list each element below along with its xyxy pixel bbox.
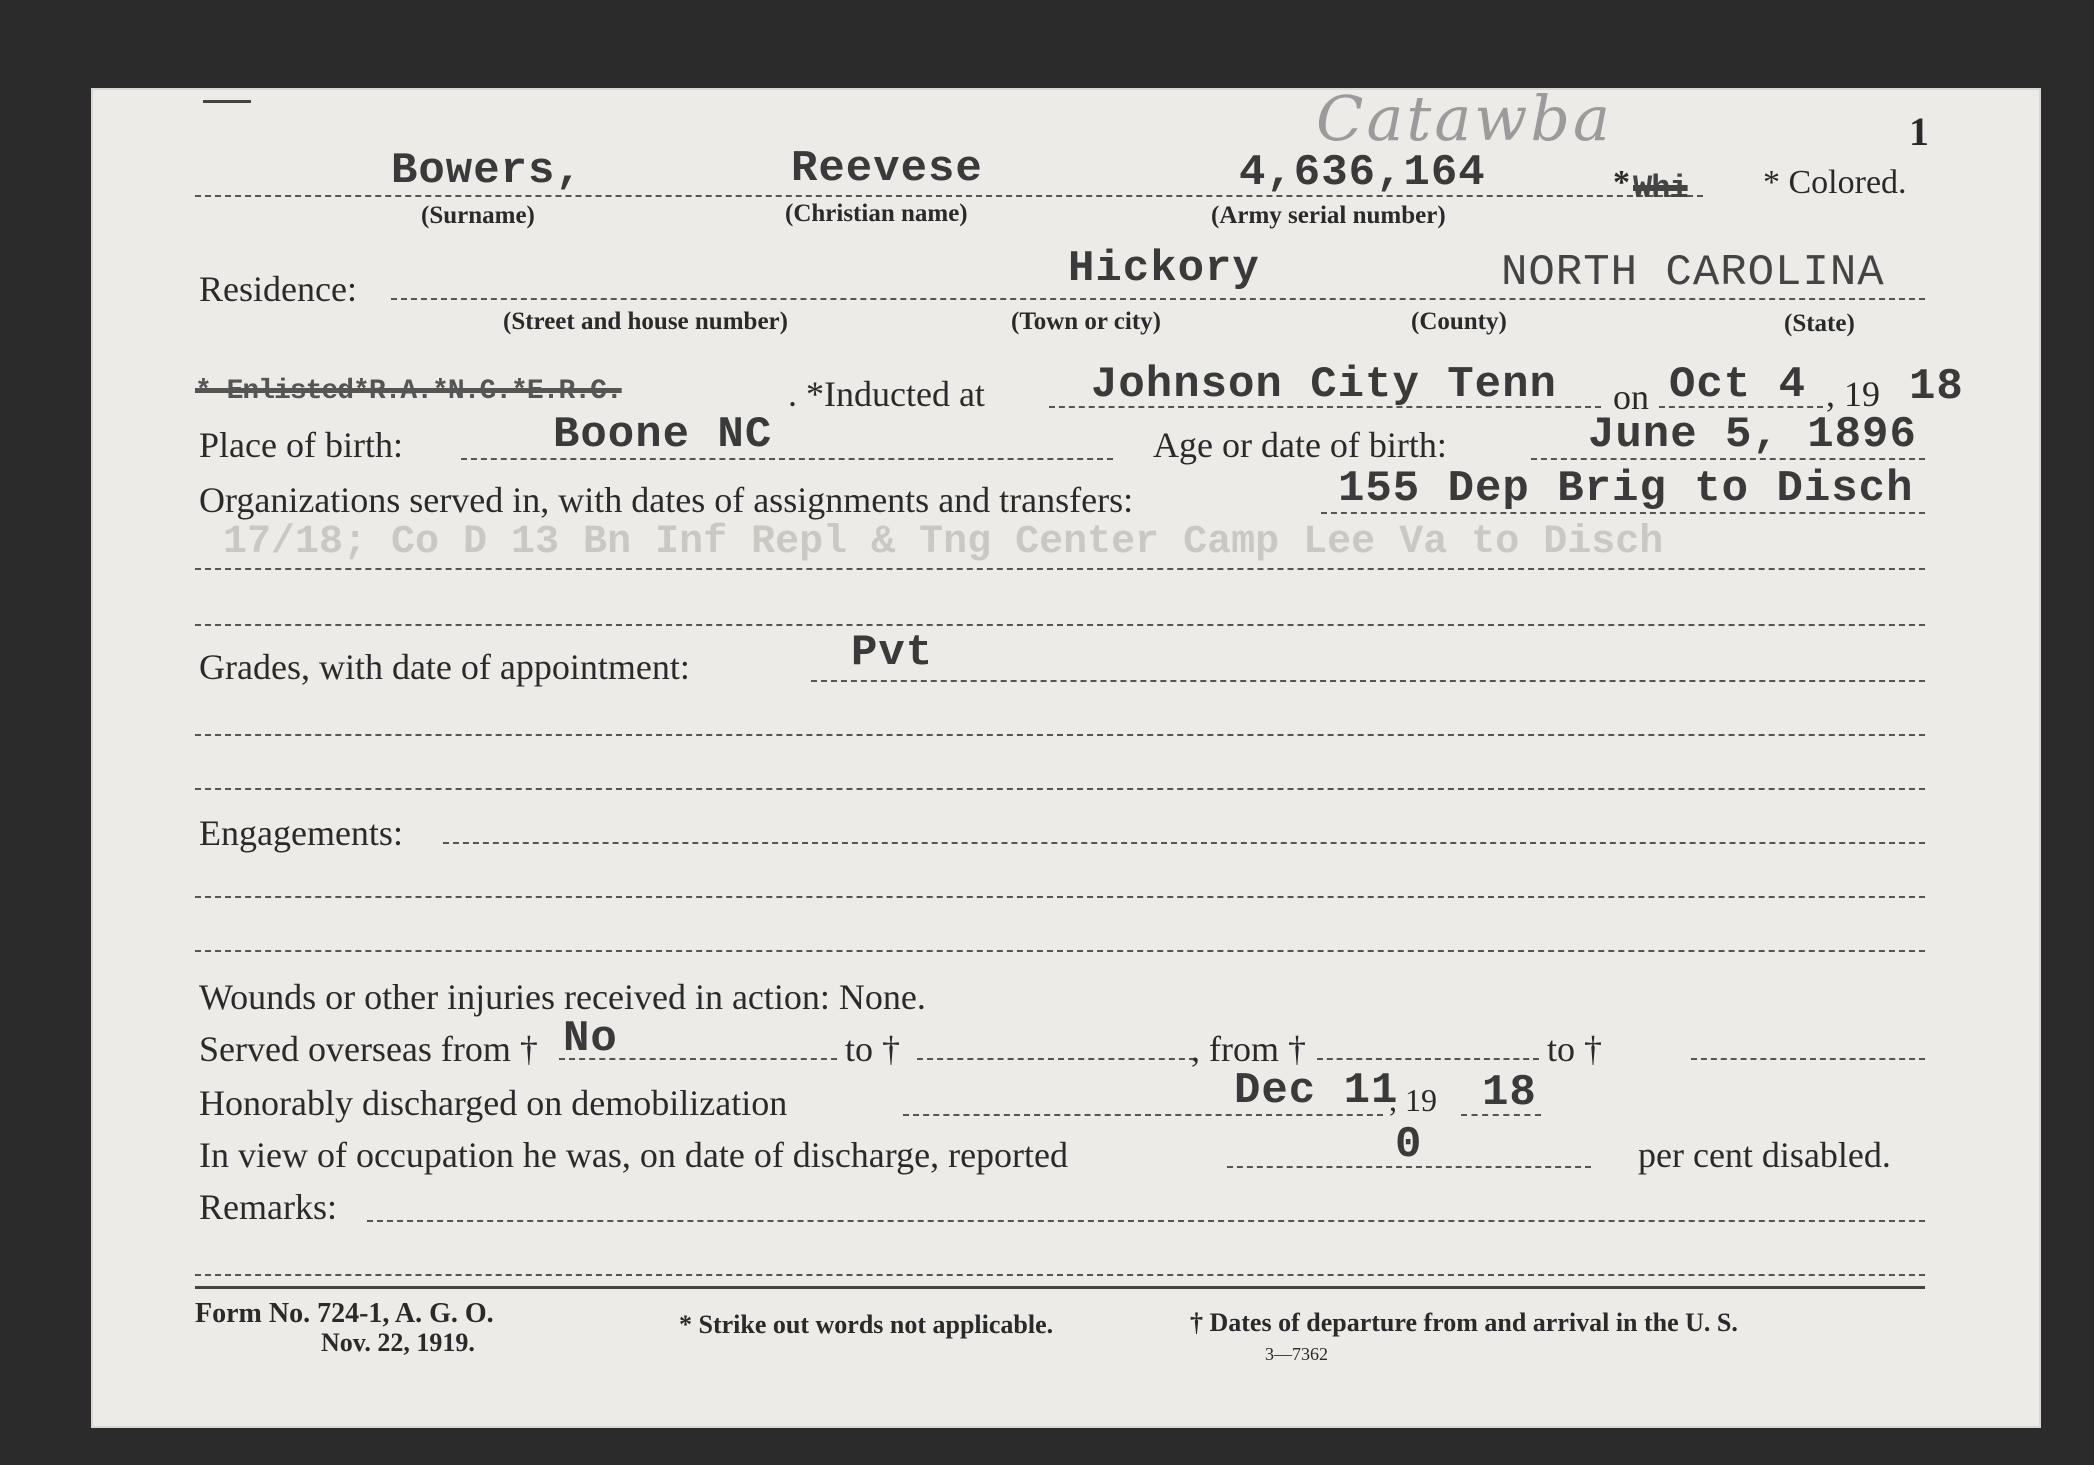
enlisted-struck: * Enlisted*R.A.*N.G.*E.R.C.: [195, 376, 622, 407]
footer-rule: [195, 1286, 1925, 1289]
name-line: [195, 195, 1703, 197]
discharge-year-line: [1461, 1114, 1541, 1116]
inducted-year-prefix: , 19: [1826, 374, 1880, 414]
remarks-label: Remarks:: [199, 1187, 337, 1227]
print-code: 3—7362: [1265, 1344, 1328, 1364]
top-corner-mark: [203, 100, 251, 103]
form-date: Nov. 22, 1919.: [321, 1328, 475, 1357]
discharge-label: Honorably discharged on demobilization: [199, 1083, 788, 1123]
inducted-place-value: Johnson City Tenn: [1091, 360, 1557, 410]
race-colored: * Colored.: [1763, 164, 1907, 201]
inducted-date-value: Oct 4: [1669, 360, 1807, 410]
discharge-year-value: 18: [1482, 1068, 1537, 1118]
discharge-date-value: Dec 11: [1234, 1066, 1399, 1116]
grades-line-3: [195, 788, 1925, 790]
footnote-dates: † Dates of departure from and arrival in the U. S.: [1190, 1308, 1738, 1337]
inducted-label: . *Inducted at: [788, 374, 985, 414]
organizations-line-1: [1321, 512, 1925, 514]
inducted-line: [1049, 406, 1601, 408]
overseas-to-line: [917, 1058, 1195, 1060]
label-town: (Town or city): [1011, 308, 1161, 335]
grades-line-1: [811, 680, 1925, 682]
disability-line: [1227, 1166, 1591, 1168]
grades-line-2: [195, 734, 1925, 736]
race-star: *: [1613, 164, 1630, 201]
overseas-to-label: to †: [845, 1029, 901, 1069]
overseas-from-line: [559, 1058, 837, 1060]
residence-line: [391, 298, 1925, 300]
birthplace-line: [461, 458, 1113, 460]
label-county: (County): [1411, 308, 1507, 335]
discharge-year-prefix: , 19: [1389, 1082, 1437, 1118]
grades-label: Grades, with date of appointment:: [199, 647, 690, 687]
engagements-label: Engagements:: [199, 813, 403, 853]
label-street: (Street and house number): [503, 308, 788, 335]
form-number: Form No. 724-1, A. G. O.: [195, 1298, 494, 1329]
on-label: on: [1613, 377, 1649, 417]
overseas-from2-line: [1317, 1058, 1539, 1060]
label-christian-name: (Christian name): [785, 200, 968, 227]
service-record-card: [91, 82, 2041, 1428]
serial-number-value: 4,636,164: [1239, 148, 1486, 198]
organizations-line-3: [195, 624, 1925, 626]
residence-label: Residence:: [199, 269, 357, 309]
organizations-line-2: [195, 568, 1925, 570]
organizations-label: Organizations served in, with dates of assignments and transfers:: [199, 480, 1134, 520]
surname-value: Bowers,: [391, 146, 583, 196]
label-state: (State): [1784, 310, 1855, 337]
wounds-text: Wounds or other injuries received in action: None.: [199, 977, 926, 1017]
race-white-struck: Whi: [1633, 170, 1688, 207]
organization-line-2-faint: 17/18; Co D 13 Bn Inf Repl & Tng Center Camp Lee Va to Disch: [223, 520, 1664, 565]
birth-date-line: [1531, 458, 1925, 460]
footnote-strike: * Strike out words not applicable.: [679, 1310, 1054, 1339]
label-surname: (Surname): [421, 202, 535, 229]
overseas-to2-line: [1691, 1058, 1925, 1060]
overseas-from2-label: , from †: [1191, 1029, 1306, 1069]
state-value: NORTH CAROLINA: [1501, 248, 1885, 298]
overseas-from-value: No: [563, 1014, 618, 1064]
christian-name-value: Reevese: [791, 144, 983, 194]
birth-date-value: June 5, 1896: [1588, 410, 1917, 460]
disability-value: 0: [1395, 1120, 1423, 1170]
disability-suffix: per cent disabled.: [1638, 1135, 1891, 1175]
remarks-line-2: [195, 1274, 1925, 1276]
handwritten-county: Catawba: [1316, 82, 1614, 155]
engagements-line-3: [195, 950, 1925, 952]
organization-line-1: 155 Dep Brig to Disch: [1338, 464, 1914, 514]
overseas-to2-label: to †: [1547, 1029, 1603, 1069]
remarks-line-1: [367, 1220, 1925, 1222]
age-label: Age or date of birth:: [1153, 425, 1447, 465]
engagements-line-1: [443, 842, 1925, 844]
grade-value: Pvt: [851, 628, 934, 678]
birthplace-label: Place of birth:: [199, 425, 403, 465]
card-number: 1: [1909, 109, 1929, 154]
discharge-date-line: [903, 1114, 1383, 1116]
disability-label: In view of occupation he was, on date of discharge, reported: [199, 1135, 1069, 1175]
inducted-date-line: [1659, 406, 1823, 408]
engagements-line-2: [195, 896, 1925, 898]
label-serial-number: (Army serial number): [1211, 202, 1446, 229]
inducted-year-value: 18: [1909, 362, 1964, 412]
birthplace-value: Boone NC: [553, 410, 773, 460]
overseas-label: Served overseas from †: [199, 1029, 538, 1069]
town-value: Hickory: [1068, 244, 1260, 294]
